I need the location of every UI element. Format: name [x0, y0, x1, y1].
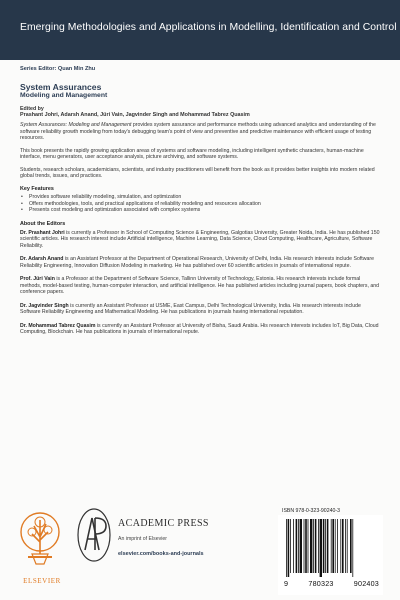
barcode-digits: [284, 579, 379, 588]
barcode-bar: [298, 519, 299, 573]
editor-bio-text: is currently an Assistant Professor at University of Bisha, Saudi Arabia. His research interests includes IoT, Big Data, Cloud Computing, Blockchain. He has publications in journals of international repute.: [20, 322, 379, 336]
editors-list: Prashant Johri, Adarsh Anand, Jüri Vain, Jagvinder Singh and Mohammad Tabrez Quasim: [20, 112, 250, 119]
barcode-bar: [308, 519, 309, 573]
barcode-bar: [347, 519, 348, 573]
editor-name: Dr. Mohammad Tabrez Quasim: [20, 322, 96, 329]
barcode-bar: [323, 519, 325, 573]
description-paragraph-2: This book presents the rapidly growing application areas of systems and software modeling, including intelligent synthetic characters, human-machine interface, menu generators, user acceptance analysis, picture archiving, and software systems.: [20, 147, 364, 161]
barcode-bar: [340, 519, 341, 573]
barcode-digit-group: 9: [284, 579, 289, 588]
barcode-bars-icon: [284, 519, 377, 579]
editor-name: Prof. Jüri Vain: [20, 276, 55, 283]
barcode-bar: [325, 519, 326, 573]
barcode-bar: [352, 519, 353, 577]
description-paragraph-3: Students, research scholars, academicians, scientists, and industry practitioners will benefit from the book as it provides better insights into modern related global trends, issues, and practices.: [20, 166, 375, 180]
barcode-bar: [331, 519, 332, 573]
key-feature-item: • Offers methodologies, tools, and practical applications of reliability modeling and resources allocation: [29, 201, 382, 208]
barcode-bar: [318, 519, 319, 573]
key-features-title: Key Features: [20, 185, 54, 192]
editor-name: Dr. Jagvinder Singh: [20, 302, 69, 309]
barcode-bar: [335, 519, 336, 573]
barcode-bar: [290, 519, 291, 573]
editor-bio: [20, 303, 382, 316]
isbn-label: ISBN 978-0-323-90240-3: [282, 508, 340, 514]
key-feature-item: • Provides software reliability modeling, simulation, and optimization: [29, 194, 382, 201]
key-feature-item: • Presents cost modeling and optimization associated with complex systems: [29, 207, 382, 214]
series-title: Emerging Methodologies and Applications in Modelling, Identification and Control: [20, 22, 397, 33]
elsevier-wordmark: ELSEVIER: [23, 577, 61, 585]
barcode-bar: [296, 519, 298, 573]
barcode-bar: [313, 519, 314, 573]
key-features-list: [20, 194, 382, 214]
cover-content: [20, 66, 382, 343]
barcode-bar: [288, 519, 290, 577]
barcode-bar: [350, 519, 352, 573]
editor-name: Dr. Prashant Johri: [20, 229, 65, 236]
barcode-bar: [332, 519, 334, 573]
barcode-bar: [320, 519, 322, 577]
barcode-bar: [342, 519, 344, 573]
barcode-digit-group: 902403: [353, 579, 379, 588]
description-book-title: System Assurances: Modeling and Management: [20, 122, 132, 129]
barcode-digit-group: 780323: [308, 579, 334, 588]
barcode-bar: [293, 519, 294, 573]
editor-bio: [20, 230, 382, 250]
editor-bio: [20, 256, 382, 269]
barcode-bar: [304, 519, 305, 573]
series-editor: Series Editor: Quan Min Zhu: [20, 66, 96, 72]
barcode: [278, 515, 383, 595]
barcode-bar: [345, 519, 346, 573]
editor-bio: [20, 323, 382, 336]
book-subtitle: Modeling and Management: [20, 92, 108, 100]
academic-press-logo-icon: [76, 506, 112, 564]
elsevier-tree-logo-icon: [18, 510, 62, 570]
barcode-bar: [327, 519, 329, 573]
editor-bio: [20, 276, 382, 296]
barcode-bar: [315, 519, 317, 573]
barcode-bar: [300, 519, 302, 573]
description-paragraph-1: [20, 122, 382, 142]
description-text-1: provides system assurance and performance methods using advanced analytics and understanding of the software reliability growth modeling from today's debugging team's point of view and preventive and predictive maintenance with efficient usage of testing resources.: [20, 122, 376, 142]
editor-bio-text: is currently a Professor in School of Computing Science & Engineering, Galgotias University, Greater Noida, India. He has published 150 scientific articles. His research interest include Artificial intelligence, Machine Learning, Data Science, Cloud Computing, Healthcare, Agriculture, Software Reliability.: [20, 229, 380, 249]
editor-bio-text: is an Assistant Professor at the Department of Operational Research, University of Delhi, India. His research interests include Software Reliability Engineering, Innovation Diffusion Modeling in marketing. He has published over 60 scientific articles in journals of international repute.: [20, 256, 374, 269]
edited-by-label: Edited by: [20, 105, 44, 112]
barcode-bar: [305, 519, 307, 573]
barcode-bar: [310, 519, 312, 573]
editor-bio-text: is a Professor at the Department of Software Science, Tallinn University of Technology, Estonia. His research interests include formal methods, model-based testing, human-computer interaction, and artificial intelligence. He has published articles including journal papers, book chapters, and conference papers.: [20, 276, 380, 296]
editor-bio-text: is currently an Assistant Professor at USME, East Campus, Delhi Technological University, India. His research interests include Software Reliability Engineering and Mathematical Modeling. He has publications in journals having international reputation.: [20, 302, 361, 316]
publisher-url[interactable]: elsevier.com/books-and-journals: [118, 551, 204, 557]
editor-name: Dr. Adarsh Anand: [20, 256, 64, 263]
barcode-bar: [337, 519, 338, 573]
barcode-bar: [286, 519, 287, 577]
publisher-imprint: An imprint of Elsevier: [118, 536, 168, 542]
publisher-name: ACADEMIC PRESS: [118, 518, 209, 529]
about-editors-title: About the Editors: [20, 220, 66, 227]
book-title: System Assurances: [20, 81, 102, 92]
